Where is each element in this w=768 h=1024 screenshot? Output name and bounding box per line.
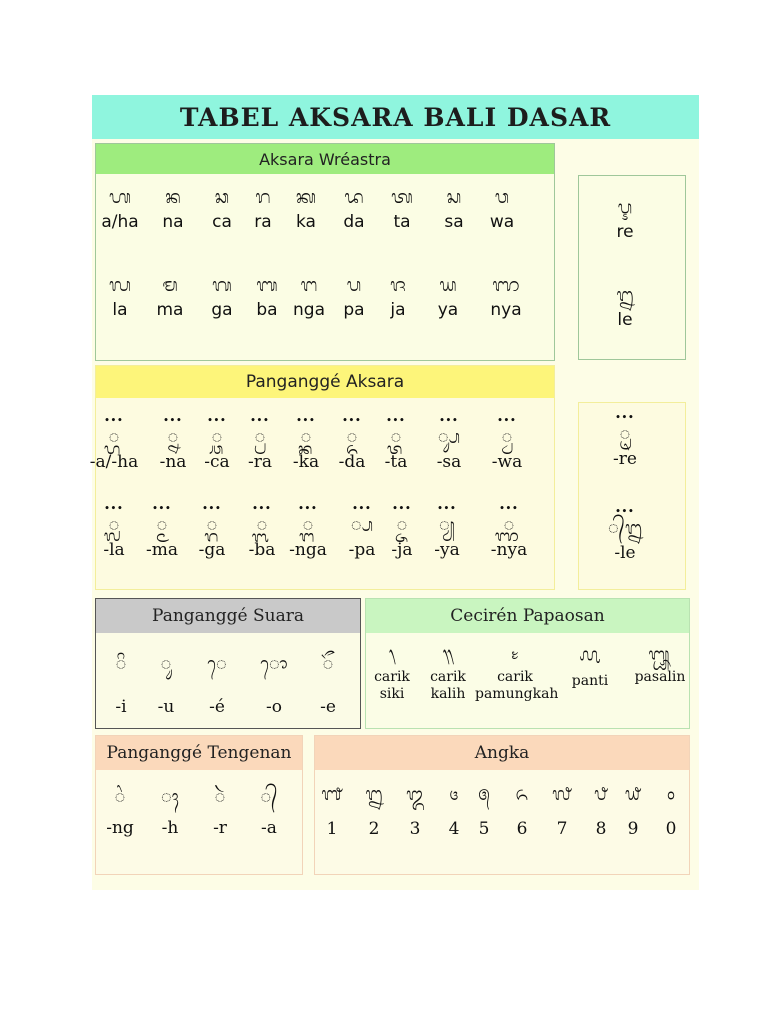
latin-label: -ja <box>391 540 413 560</box>
latin-label: -e <box>320 697 336 717</box>
glyph: ᭔ <box>449 784 459 805</box>
glyph: ᭘ <box>594 784 608 805</box>
latin-label: ga <box>211 300 233 320</box>
glyph: ᭄ᬭ <box>254 427 266 448</box>
digit-label: 6 <box>516 819 528 839</box>
digit-label: 7 <box>556 819 568 839</box>
vowel-cell <box>187 651 247 717</box>
latin-label: -a/-ha <box>89 452 139 472</box>
digit-label: 5 <box>478 819 490 839</box>
letter-cell <box>595 504 655 563</box>
glyph: ᭄ᬍ <box>607 518 642 539</box>
dots-mark: ∙∙∙ <box>104 413 124 426</box>
letter-cell <box>140 272 200 320</box>
letter-cell <box>472 184 532 232</box>
glyph: ᭄ᬕ <box>206 515 218 536</box>
dots-mark: ∙∙∙ <box>499 501 519 514</box>
glyph: ᬍ <box>616 285 634 306</box>
latin-label: -ca <box>204 452 230 472</box>
glyph: ᭒ <box>365 784 383 805</box>
letter-cell <box>419 413 479 472</box>
dots-mark: ∙∙∙ <box>615 410 635 423</box>
section-title: Cecirén Papaosan <box>366 599 689 633</box>
digit-label: 2 <box>368 819 380 839</box>
pangangge-suara-panel <box>95 598 361 729</box>
dots-mark: ∙∙∙ <box>250 413 270 426</box>
latin-label: -ng <box>106 818 134 838</box>
dots-mark: ∙∙∙ <box>615 504 635 517</box>
dots-mark: ∙∙∙ <box>252 501 272 514</box>
digit-label: 3 <box>409 819 421 839</box>
numeral-cell <box>439 781 469 839</box>
glyph: ᭚ <box>579 644 601 665</box>
glyph: ᬯ <box>494 187 510 208</box>
glyph: ᭄ᬤ <box>346 427 358 448</box>
latin-label: -a <box>261 818 277 838</box>
letter-cell <box>595 410 655 469</box>
letter-cell <box>417 501 477 560</box>
digit-label: 8 <box>595 819 607 839</box>
digit-label: 1 <box>326 819 338 839</box>
glyph: ᭛ <box>648 644 672 665</box>
latin-label: ya <box>437 300 459 320</box>
label-line-1: pasalin <box>634 669 686 685</box>
glyph: ᭄ <box>260 787 278 808</box>
glyph: ᭞ <box>388 644 396 665</box>
dots-mark: ∙∙∙ <box>104 501 124 514</box>
glyph: ᬩ <box>256 275 278 296</box>
latin-label: re <box>616 222 634 242</box>
dots-mark: ∙∙∙ <box>352 501 372 514</box>
glyph: ᭄ᬧ <box>350 515 374 536</box>
ceciren-papaosan-panel <box>365 598 690 729</box>
glyph: ᭂ <box>322 654 334 675</box>
angka-panel <box>314 735 690 875</box>
numeral-cell <box>656 781 686 839</box>
dots-mark: ∙∙∙ <box>296 413 316 426</box>
glyph: ᭄ᬚ <box>396 515 408 536</box>
pangangge-aksara-panel <box>89 365 555 590</box>
dots-mark: ∙∙∙ <box>152 501 172 514</box>
latin-label: -r <box>213 818 227 838</box>
punctuation-cell <box>550 641 630 690</box>
section-title: Aksara Wréastra <box>96 144 554 174</box>
glyph: ᬧ <box>346 275 362 296</box>
glyph: ᭄ᬢ <box>390 427 402 448</box>
numeral-cell <box>507 781 537 839</box>
numeral-cell <box>618 781 648 839</box>
dots-mark: ∙∙∙ <box>497 413 517 426</box>
glyph: ᭄ᬯ <box>501 427 513 448</box>
glyph: ᬘ <box>214 187 230 208</box>
glyph: ᬂ <box>114 787 126 808</box>
section-title: Panganggé Aksara <box>96 366 554 398</box>
dots-mark: ∙∙∙ <box>207 413 227 426</box>
label-line-2: kalih <box>430 686 466 702</box>
digit-label: 4 <box>448 819 460 839</box>
numeral-cell <box>317 781 347 839</box>
page-title: TABEL AKSARA BALI DASAR <box>92 95 699 139</box>
vowel-cell <box>244 651 304 717</box>
latin-label: -ra <box>247 452 272 472</box>
punctuation-cell <box>620 641 700 686</box>
latin-label: -o <box>266 697 282 717</box>
latin-label: -nga <box>289 540 327 560</box>
glyph: ᬲ <box>446 187 462 208</box>
glyph: ᬦ <box>165 187 181 208</box>
glyph: ᬫ <box>162 275 178 296</box>
latin-label: -ba <box>248 540 276 560</box>
latin-label: -re <box>613 449 637 469</box>
glyph: ᭐ <box>666 784 676 805</box>
letter-cell <box>476 272 536 320</box>
latin-label: -da <box>338 452 366 472</box>
latin-label: -ya <box>434 540 460 560</box>
wreastra-side-panel <box>578 175 686 360</box>
label-line-2: pamungkah <box>475 686 559 702</box>
latin-label: -ga <box>198 540 226 560</box>
label-line-1: carik <box>430 669 466 685</box>
latin-label: -na <box>159 452 187 472</box>
glyph: ᭙ <box>624 784 642 805</box>
latin-label: le <box>617 310 633 330</box>
dots-mark: ∙∙∙ <box>298 501 318 514</box>
glyph: ᬢ <box>391 187 413 208</box>
latin-label: la <box>112 300 128 320</box>
label-line-1: carik <box>497 669 533 685</box>
letter-cell <box>90 184 150 232</box>
glyph: ᬜ <box>492 275 520 296</box>
glyph: ᬭ <box>255 187 271 208</box>
latin-label: -é <box>209 697 225 717</box>
glyph: ᭄ᬗ <box>302 515 314 536</box>
dots-mark: ∙∙∙ <box>392 501 412 514</box>
numeral-cell <box>469 781 499 839</box>
aksara-side-panel <box>578 402 686 590</box>
label-line-1: carik <box>374 669 410 685</box>
glyph: ᬳ <box>108 187 131 208</box>
latin-label: -nya <box>490 540 528 560</box>
dots-mark: ∙∙∙ <box>202 501 222 514</box>
glyph: ᬶ <box>115 654 127 675</box>
aksara-wreastra-panel <box>95 143 555 361</box>
glyph: ᭝ <box>510 644 520 665</box>
latin-label: -sa <box>436 452 462 472</box>
glyph: ᬄ <box>160 787 180 808</box>
glyph: ᬤ <box>344 187 364 208</box>
glyph: ᭖ <box>515 784 529 805</box>
glyph: ᭑ <box>321 784 343 805</box>
latin-label: na <box>162 212 184 232</box>
glyph: ᭕ <box>478 784 490 805</box>
glyph: ᬮ <box>108 275 131 296</box>
glyph: ᬬ <box>439 275 457 296</box>
latin-label: nga <box>293 300 325 320</box>
glyph: ᭄ᬬ <box>439 515 455 536</box>
latin-label: -u <box>157 697 175 717</box>
latin-label: ma <box>156 300 184 320</box>
dots-mark: ∙∙∙ <box>439 413 459 426</box>
glyph: ᭄ᬘ <box>211 427 223 448</box>
label-line-1: panti <box>571 673 609 689</box>
latin-label: -wa <box>491 452 523 472</box>
final-cell <box>239 784 299 838</box>
glyph: ᭓ <box>406 784 424 805</box>
letter-cell <box>84 413 144 472</box>
vowel-cell <box>298 651 358 717</box>
letter-cell <box>477 413 537 472</box>
section-title: Angka <box>315 736 689 770</box>
dots-mark: ∙∙∙ <box>386 413 406 426</box>
latin-label: -la <box>103 540 125 560</box>
letter-cell <box>366 413 426 472</box>
glyph: ᬾ <box>207 654 227 675</box>
dots-mark: ∙∙∙ <box>163 413 183 426</box>
punctuation-cell <box>475 641 559 703</box>
section-title: Panganggé Suara <box>96 599 360 633</box>
latin-label: sa <box>444 212 464 232</box>
glyph: ᭄ᬮ <box>108 515 120 536</box>
dots-mark: ∙∙∙ <box>342 413 362 426</box>
glyph: ᭗ <box>552 784 572 805</box>
letter-cell <box>479 501 539 560</box>
glyph: ᭄ᬲ <box>437 427 461 448</box>
letter-cell <box>372 184 432 232</box>
latin-label: -i <box>115 697 127 717</box>
latin-label: ba <box>256 300 278 320</box>
letter-cell <box>595 194 655 242</box>
dots-mark: ∙∙∙ <box>437 501 457 514</box>
numeral-cell <box>586 781 616 839</box>
numeral-cell <box>359 781 389 839</box>
glyph: ᬃ <box>214 787 226 808</box>
pangangge-tengenan-panel <box>95 735 303 875</box>
section-title: Panganggé Tengenan <box>96 736 302 770</box>
digit-label: 9 <box>627 819 639 839</box>
latin-label: -ta <box>384 452 408 472</box>
glyph: ᬚ <box>390 275 406 296</box>
latin-label: ra <box>254 212 272 232</box>
glyph: ᭄ᬫ <box>156 515 168 536</box>
glyph: ᬺ <box>619 424 631 445</box>
glyph: ᬗ <box>300 275 318 296</box>
glyph: ᭄ᬩ <box>256 515 268 536</box>
glyph: ᬸ <box>160 654 172 675</box>
latin-label: ka <box>296 212 316 232</box>
latin-label: -le <box>614 543 636 563</box>
latin-label: pa <box>343 300 365 320</box>
latin-label: ja <box>390 300 406 320</box>
glyph: ᬋ <box>617 197 633 218</box>
glyph: ᬕ <box>212 275 232 296</box>
latin-label: nya <box>490 300 522 320</box>
latin-label: ca <box>212 212 232 232</box>
letter-cell <box>418 272 478 320</box>
glyph: ᭄ᬦ <box>167 427 179 448</box>
digit-label: 0 <box>665 819 677 839</box>
latin-label: a/ha <box>101 212 139 232</box>
glyph: ᭄ᬜ <box>503 515 515 536</box>
letter-cell <box>278 501 338 560</box>
glyph: ᬓ <box>296 187 316 208</box>
latin-label: wa <box>489 212 515 232</box>
glyph: ᭟ <box>442 644 454 665</box>
numeral-cell <box>547 781 577 839</box>
glyph: ᭄ᬳ <box>108 427 120 448</box>
glyph: ᭄ᬓ <box>300 427 312 448</box>
latin-label: ta <box>393 212 411 232</box>
latin-label: -ma <box>146 540 178 560</box>
glyph: ᭀ <box>260 654 288 675</box>
label-line-2: siki <box>379 686 405 702</box>
latin-label: -h <box>161 818 179 838</box>
numeral-cell <box>400 781 430 839</box>
letter-cell <box>595 282 655 330</box>
latin-label: da <box>343 212 365 232</box>
latin-label: -pa <box>348 540 376 560</box>
latin-label: -ka <box>292 452 320 472</box>
